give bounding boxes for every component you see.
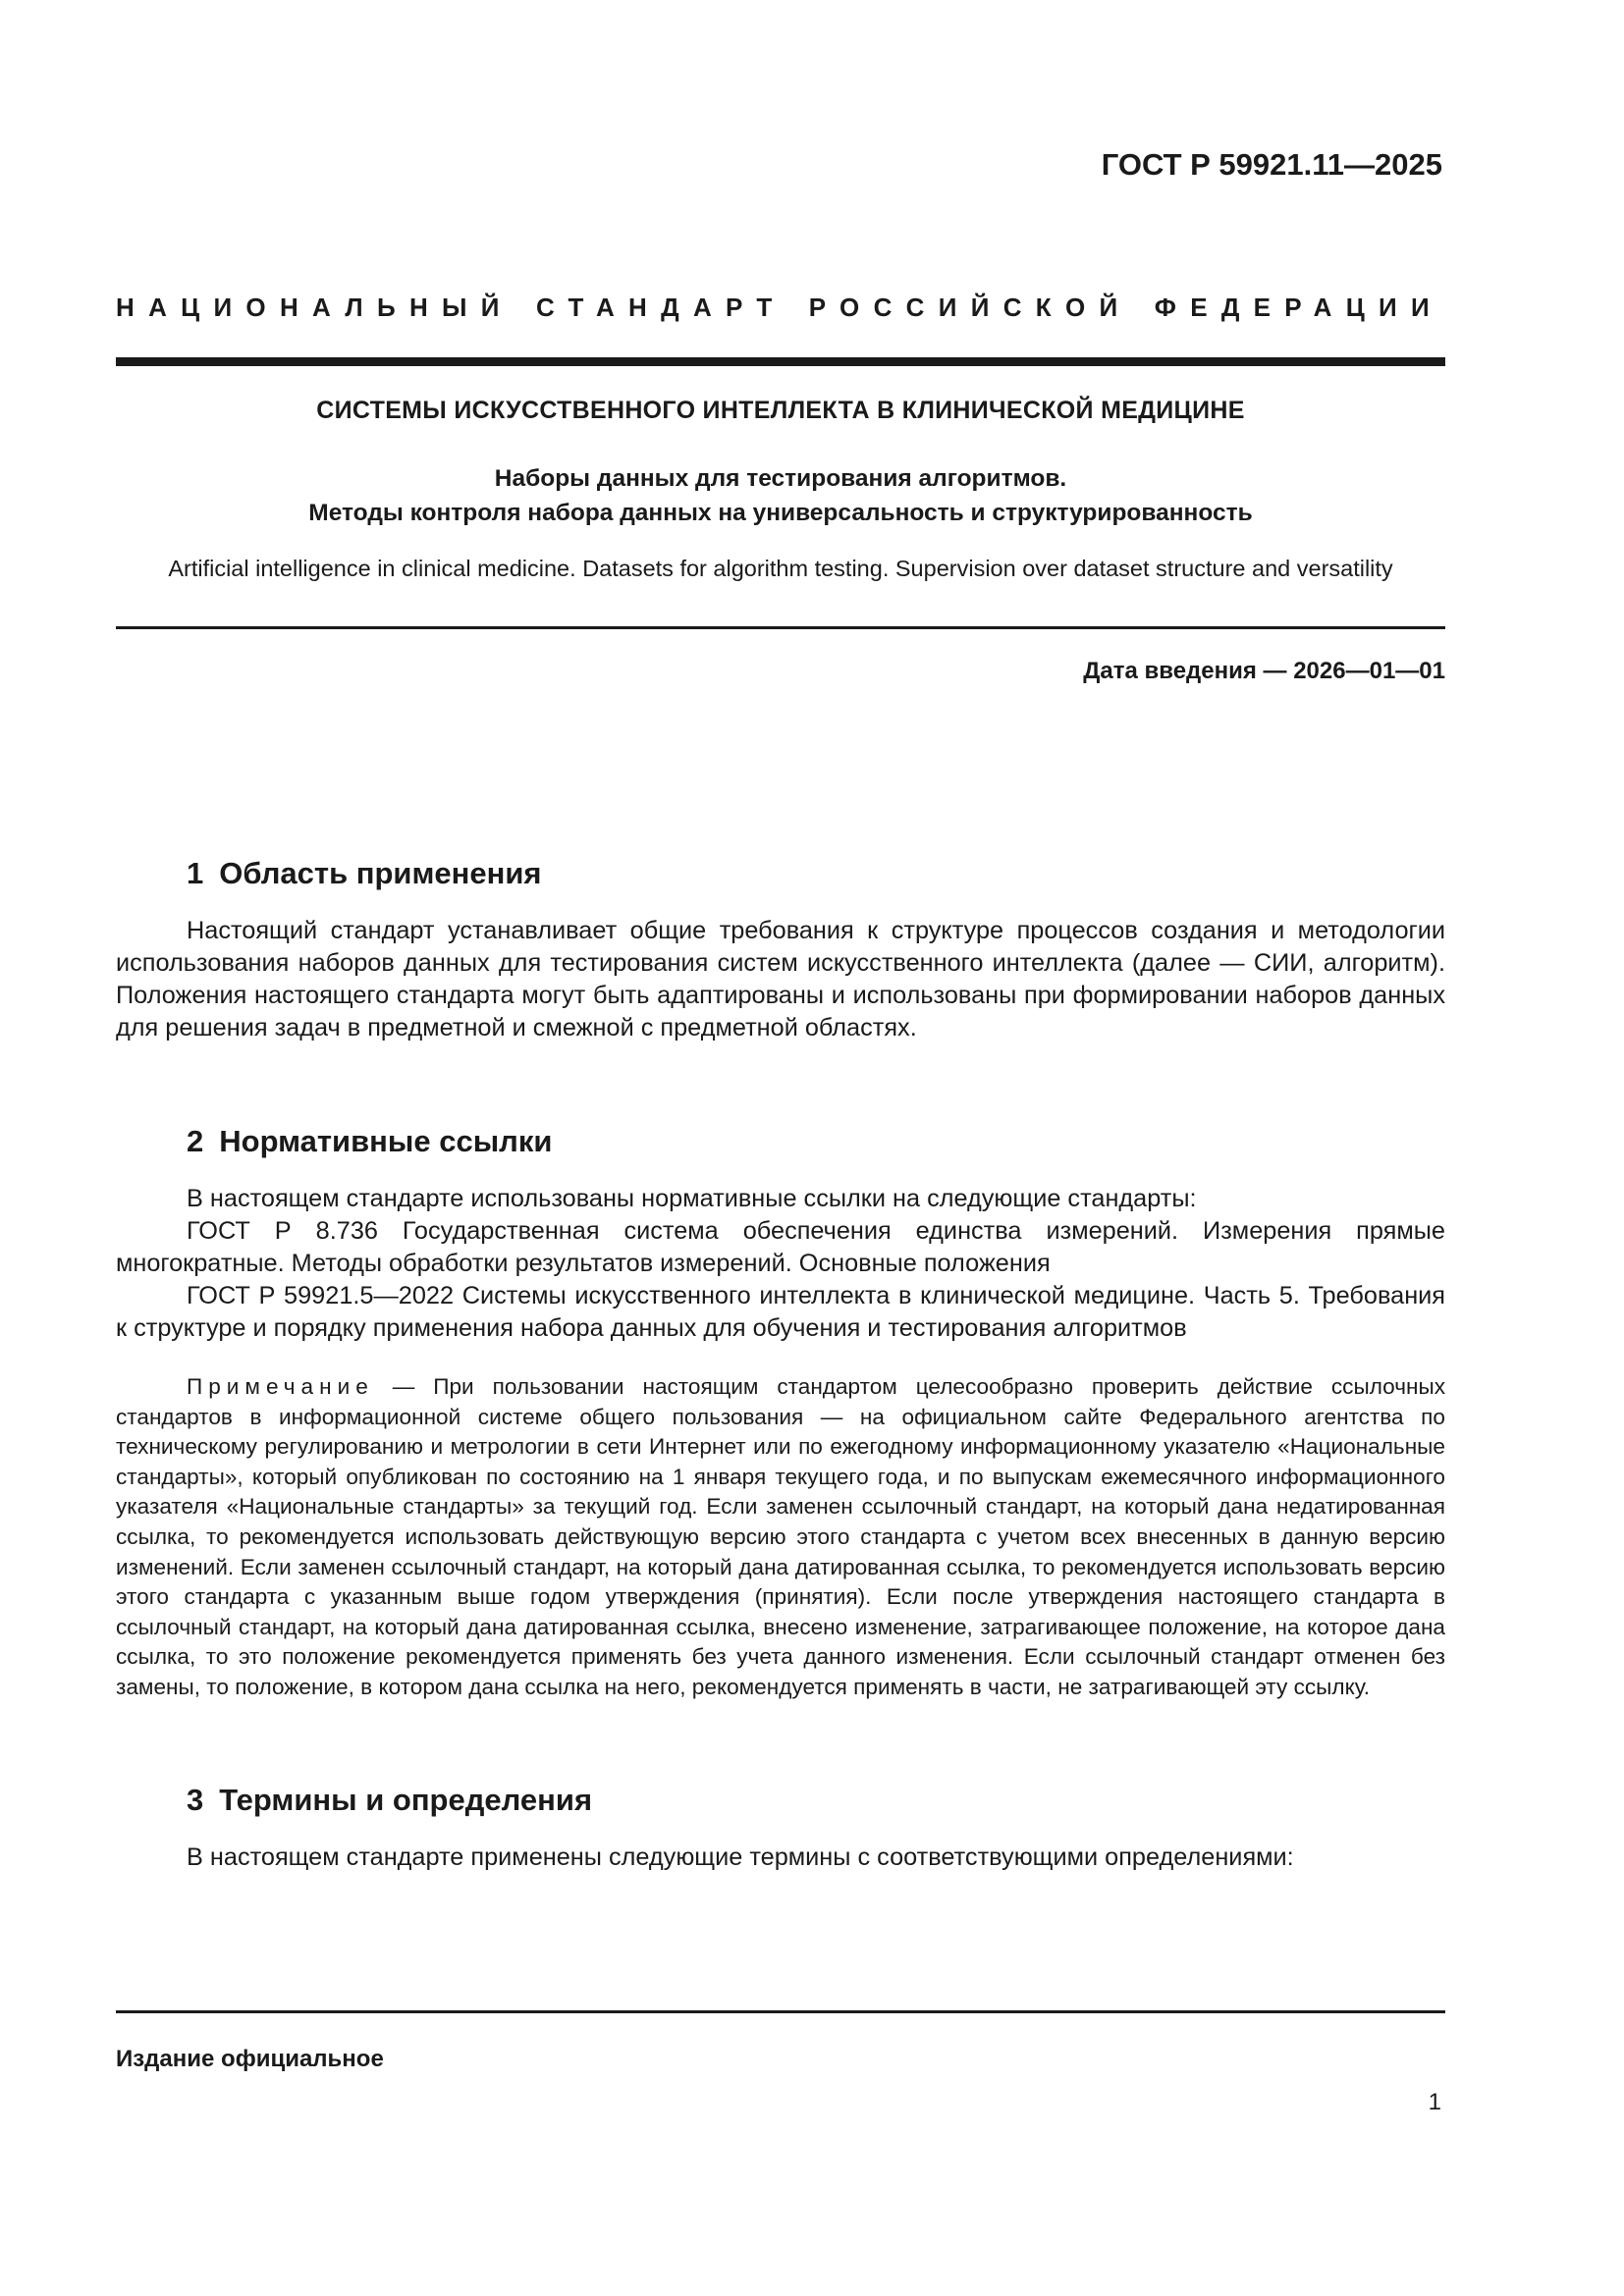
official-edition-label: Издание официальное	[116, 2046, 384, 2072]
section-1-title: Область применения	[219, 856, 542, 890]
section-2-heading	[187, 1124, 552, 1159]
section-3-body	[116, 1842, 1445, 1874]
section-2-note	[116, 1372, 1445, 1703]
section-3-paragraph: В настоящем стандарте применены следующие термины с соответствующими определениями:	[187, 1843, 1294, 1871]
subtitle-line-2: Методы контроля набора данных на универсальность и структурированность	[308, 500, 1253, 526]
note-body: — При пользовании настоящим стандартом целесообразно проверить действие ссылочных стандартов в информационной системе общего пользования — на официальном сайте Федерального агентства по техническому регулированию и метрологии в сети Интернет или по ежегодному информационному указателю «Национальные стандарты», который опубликован по состоянию на 1 января текущего года, и по выпускам ежемесячного информационного указателя «Национальные стандарты» за текущий год. Если заменен ссылочный стандарт, на который дана недатированная ссылка, то рекомендуется использовать действующую версию этого стандарта с учетом всех внесенных в данную версию изменений. Если заменен ссылочный стандарт, на который дана датированная ссылка, то рекомендуется использовать версию этого стандарта с указанным выше годом утверждения (принятия). Если после утверждения настоящего стандарта в ссылочный стандарт, на который дана датированная ссылка, внесено изменение, затрагивающее положение, на которое дана ссылка, то это положение рекомендуется применять без учета данного изменения. Если ссылочный стандарт отменен без замены, то положение, в котором дана ссылка на него, рекомендуется применять в части, не затрагивающей эту ссылку.	[116, 1374, 1445, 1699]
section-3-heading	[187, 1783, 592, 1818]
subtitle-line-1: Наборы данных для тестирования алгоритмов.	[494, 465, 1067, 492]
section-2-reference-2: ГОСТ Р 59921.5—2022 Системы искусственного интеллекта в клинической медицине. Часть 5. Требования к структуре и порядку применения набора данных для обучения и тестирования алгоритмов	[116, 1282, 1445, 1342]
introduction-date: Дата введения — 2026—01—01	[1083, 658, 1445, 684]
title-bottom-rule	[116, 626, 1445, 629]
section-2-title: Нормативные ссылки	[219, 1124, 553, 1158]
note-paragraph	[116, 1372, 1445, 1703]
standard-subtitle	[116, 461, 1445, 530]
standard-title: СИСТЕМЫ ИСКУССТВЕННОГО ИНТЕЛЛЕКТА В КЛИНИЧЕСКОЙ МЕДИЦИНЕ	[316, 397, 1245, 424]
english-title: Artificial intelligence in clinical medicine. Datasets for algorithm testing. Supervision over dataset structure and versatility	[168, 556, 1393, 581]
section-2-body	[116, 1183, 1445, 1345]
document-number: ГОСТ Р 59921.11—2025	[1101, 147, 1442, 182]
footer-rule	[116, 2010, 1445, 2013]
section-1-body	[116, 915, 1445, 1044]
section-2-paragraph-intro: В настоящем стандарте использованы нормативные ссылки на следующие стандарты:	[187, 1185, 1197, 1212]
note-label: Примечание	[187, 1374, 374, 1399]
section-1-paragraph: Настоящий стандарт устанавливает общие требования к структуре процессов создания и методологии использования наборов данных для тестирования систем искусственного интеллекта (далее — СИИ, алгоритм). Положения настоящего стандарта могут быть адаптированы и использованы при формировании наборов данных для решения задач в предметной и смежной с предметной областях.	[116, 917, 1445, 1041]
section-3-title: Термины и определения	[219, 1783, 593, 1817]
national-standard-banner: НАЦИОНАЛЬНЫЙ СТАНДАРТ РОССИЙСКОЙ ФЕДЕРАЦИИ	[116, 293, 1443, 322]
section-3-number: 3	[187, 1783, 204, 1817]
section-2-reference-1: ГОСТ Р 8.736 Государственная система обеспечения единства измерений. Измерения прямые многократные. Методы обработки результатов измерений. Основные положения	[116, 1217, 1445, 1277]
header-thick-rule	[116, 357, 1445, 366]
section-1-heading	[187, 856, 542, 891]
page-number: 1	[1428, 2089, 1441, 2115]
section-1-number: 1	[187, 856, 204, 890]
section-2-number: 2	[187, 1124, 204, 1158]
